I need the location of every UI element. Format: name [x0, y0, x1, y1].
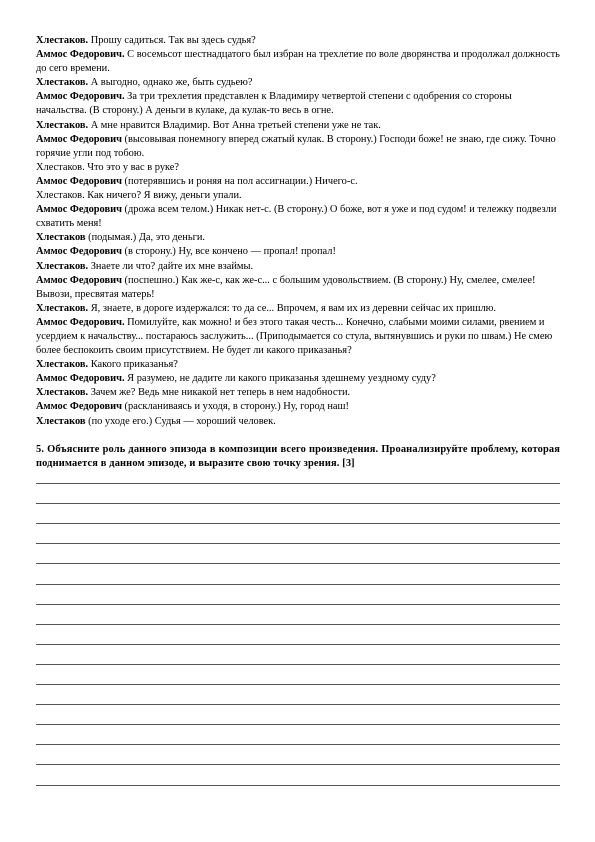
line-text: (подымая.) Да, это деньги. — [85, 232, 206, 244]
speaker-name: Аммос Федорович — [36, 401, 122, 413]
speaker-name: Хлестаков — [36, 415, 86, 427]
answer-line[interactable] — [36, 503, 560, 504]
answer-line[interactable] — [36, 684, 560, 685]
line-text: Знаете ли что? дайте их мне взаймы. — [88, 260, 254, 272]
speaker-name: Аммос Федорович. — [36, 49, 125, 61]
speaker-name: Аммос Федорович — [36, 274, 122, 286]
dialogue-line — [36, 48, 560, 76]
dialogue-line — [36, 372, 560, 386]
speaker-name: Хлестаков. — [36, 77, 89, 89]
line-text: (в сторону.) Ну, все кончено — пропал! пропал! — [121, 246, 336, 258]
answer-line[interactable] — [36, 543, 560, 544]
dialogue-line — [36, 34, 560, 48]
line-text: Хлестаков. Как ничего? Я вижу, деньги упали. — [36, 190, 242, 202]
speaker-name: Хлестаков — [36, 232, 86, 244]
line-text: (раскланиваясь и уходя, в сторону.) Ну, город наш! — [121, 401, 349, 413]
dialogue-line — [36, 358, 560, 372]
answer-line[interactable] — [36, 764, 560, 765]
dialogue-line — [36, 133, 560, 161]
line-text: С восемьсот шестнадцатого был избран на трехлетие по воле дворянства и продолжал должность до сего времени. — [36, 49, 560, 75]
speaker-name: Хлестаков. — [36, 260, 89, 272]
answer-line[interactable] — [36, 724, 560, 725]
line-text: А выгодно, однако же, быть судьею? — [88, 77, 253, 89]
answer-line[interactable] — [36, 604, 560, 605]
answer-line[interactable] — [36, 584, 560, 585]
speaker-name: Хлестаков. — [36, 35, 89, 46]
answer-line[interactable] — [36, 644, 560, 645]
dialogue-line — [36, 245, 560, 259]
dialogue-line — [36, 231, 560, 245]
answer-line[interactable] — [36, 785, 560, 786]
speaker-name: Аммос Федорович — [36, 204, 122, 216]
speaker-name: Хлестаков. — [36, 387, 89, 399]
speaker-name: Аммос Федорович. — [36, 91, 125, 103]
dialogue-line — [36, 189, 560, 203]
dialogue-line — [36, 386, 560, 400]
speaker-name: Хлестаков. — [36, 359, 89, 371]
speaker-name: Аммос Федорович. — [36, 373, 125, 385]
line-text: Хлестаков. Что это у вас в руке? — [36, 161, 180, 173]
speaker-name: Хлестаков. — [36, 119, 89, 131]
line-text: (потерявшись и роняя на пол ассигнации.) Ничего-с. — [121, 175, 358, 187]
task-question: 5. Объясните роль данного эпизода в композиции всего произведения. Проанализируйте проблему, которая поднимается в данном эпизоде, и выразите свою точку зрения. [3] — [36, 443, 560, 469]
answer-line[interactable] — [36, 704, 560, 705]
dialogue-line — [36, 400, 560, 414]
line-text: Помилуйте, как можно! и без этого такая честь... Конечно, слабыми моими силами, рвением и усердием к начальству... постараюсь заслужить... (Приподымается со стула, вытянувшись и руки по швам.) Не смею более беспокоить своим присутствием. Не будет ли какого приказанья? — [36, 316, 553, 357]
line-text: Зачем же? Ведь мне никакой нет теперь в нем надобности. — [88, 387, 351, 399]
dialogue-line — [36, 274, 560, 302]
answer-line[interactable] — [36, 523, 560, 524]
speaker-name: Аммос Федорович — [36, 246, 122, 258]
document-page — [36, 34, 560, 471]
line-text: (поспешно.) Как же-с, как же-с... с большим удовольствием. (В сторону.) Ну, смелее, смелее! Вывози, пресвятая матерь! — [36, 274, 536, 300]
speaker-name: Аммос Федорович — [36, 175, 122, 187]
line-text: Я разумею, не дадите ли какого приказанья здешнему уездному суду? — [124, 373, 436, 385]
dialogue-line — [36, 203, 560, 231]
line-text: Какого приказанья? — [88, 359, 178, 371]
dialogue-line — [36, 161, 560, 175]
answer-line[interactable] — [36, 624, 560, 625]
line-text: За три трехлетия представлен к Владимиру четвертой степени с одобрения со стороны начальства. (В сторону.) А деньги в кулаке, да кулак-то весь в огне. — [36, 91, 512, 117]
dialogue-line — [36, 302, 560, 316]
line-text: Я, знаете, в дороге издержался: то да се... Впрочем, я вам их из деревни сейчас их пришлю. — [88, 302, 497, 314]
dialogue-line — [36, 119, 560, 133]
answer-lines[interactable] — [36, 483, 560, 803]
answer-line[interactable] — [36, 744, 560, 745]
dialogue-line — [36, 76, 560, 90]
line-text: А мне нравится Владимир. Вот Анна третьей степени уже не так. — [88, 119, 381, 131]
speaker-name: Аммос Федорович. — [36, 316, 125, 328]
dialogue-line — [36, 415, 560, 429]
answer-line[interactable] — [36, 563, 560, 564]
answer-line[interactable] — [36, 664, 560, 665]
dialogue-text — [36, 34, 560, 429]
line-text: (по уходе его.) Судья — хороший человек. — [85, 415, 276, 427]
speaker-name: Аммос Федорович — [36, 133, 122, 145]
answer-line[interactable] — [36, 483, 560, 484]
line-text: Прошу садиться. Так вы здесь судья? — [88, 35, 256, 46]
line-text: (высовывая понемногу вперед сжатый кулак. В сторону.) Господи боже! не знаю, где сижу. Точно горячие угли под тобою. — [36, 133, 556, 159]
speaker-name: Хлестаков. — [36, 302, 89, 314]
dialogue-line — [36, 260, 560, 274]
dialogue-line — [36, 90, 560, 118]
line-text: (дрожа всем телом.) Никак нет-с. (В сторону.) О боже, вот я уже и под судом! и тележку подвезли схватить меня! — [36, 204, 557, 230]
dialogue-line — [36, 316, 560, 358]
dialogue-line — [36, 175, 560, 189]
